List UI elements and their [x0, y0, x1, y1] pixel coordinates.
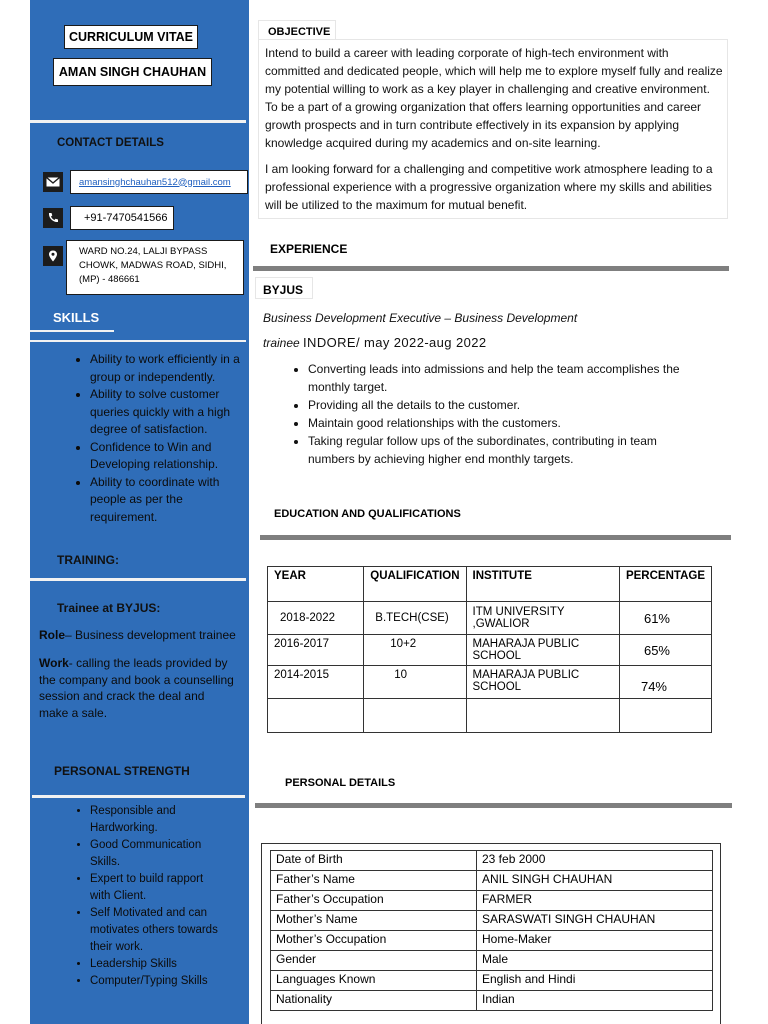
training-role: [39, 627, 239, 644]
job-position: Business Development Executive – Business Development: [263, 311, 578, 325]
address: WARD NO.24, LALJI BYPASS CHOWK, MADWAS ROAD, SIDHI, (MP) - 486661: [66, 240, 244, 295]
objective-heading: OBJECTIVE: [258, 20, 336, 40]
role-label: Role: [39, 628, 66, 642]
table-cell: Father’s Occupation: [271, 891, 477, 911]
table-cell: Home-Maker: [477, 931, 713, 951]
list-item: • Self Motivated and can motivates others towards their work.: [90, 905, 220, 956]
strengths-list: [70, 803, 220, 990]
table-cell: 2018-2022: [268, 602, 364, 635]
list-item: • Converting leads into admissions and help the team accomplishes the monthly target.: [308, 360, 693, 396]
education-heading: EDUCATION AND QUALIFICATIONS: [274, 508, 461, 520]
cv-title: CURRICULUM VITAE: [64, 25, 198, 49]
list-item: • Confidence to Win and Developing relationship.: [90, 439, 242, 474]
objective-paragraph: Intend to build a career with leading corporate of high-tech environment with committed and dedicated people, which will help me to explore myself fully and realize my potential willing to work as a key player in challenging and creative environment. To be a part of a growing organization that offers learning opportunities and career growth prospects and in turn contribute effectively in its expansion by applying knowledge acquired during my academics and on-site learning.: [265, 46, 723, 150]
table-cell: 10: [364, 666, 466, 699]
experience-bullets: [283, 360, 693, 468]
list-item: • Ability to solve customer queries quickly with a high degree of satisfaction.: [90, 386, 242, 439]
objective-paragraph: I am looking forward for a challenging and competitive work atmosphere leading to a professional experience with a progressive organization where my skills and abilities will be utilized to the maximum for mutual benefit.: [265, 162, 713, 212]
divider: [32, 795, 245, 798]
training-heading: TRAINING:: [57, 553, 119, 567]
list-item: • Maintain good relationships with the customers.: [308, 414, 693, 432]
email-link[interactable]: amansinghchauhan512@gmail.com: [70, 170, 248, 194]
list-item: • Taking regular follow ups of the subordinates, contributing in team numbers by achieving higher end monthly targets.: [308, 432, 693, 468]
table-cell: 61%: [619, 602, 711, 635]
candidate-name: AMAN SINGH CHAUHAN: [53, 58, 212, 86]
skills-heading: SKILLS: [53, 310, 100, 325]
table-cell: English and Hindi: [477, 971, 713, 991]
work-label: Work: [39, 656, 69, 670]
phone-number: +91-7470541566: [70, 206, 174, 230]
work-text: - calling the leads provided by the company and book a counselling session and crack the deal and make a sale.: [39, 656, 234, 720]
objective-box: [258, 39, 728, 219]
table-cell: 2016-2017: [268, 635, 364, 666]
table-cell: Nationality: [271, 991, 477, 1011]
experience-heading: EXPERIENCE: [270, 242, 348, 256]
location-dates: INDORE/ may 2022-aug 2022: [303, 335, 487, 350]
table-cell: MAHARAJA PUBLIC SCHOOL: [466, 635, 619, 666]
skills-list: [70, 351, 242, 526]
table-cell: Mother’s Name: [271, 911, 477, 931]
table-row: [268, 666, 712, 699]
table-row: [271, 871, 713, 891]
table-cell: Indian: [477, 991, 713, 1011]
mail-icon: [43, 172, 63, 192]
list-item: • Computer/Typing Skills: [90, 973, 220, 990]
table-cell: ANIL SINGH CHAUHAN: [477, 871, 713, 891]
table-cell: 2014-2015: [268, 666, 364, 699]
table-cell: Date of Birth: [271, 851, 477, 871]
education-table: [267, 566, 712, 733]
table-row: [271, 851, 713, 871]
table-row: [271, 911, 713, 931]
training-work: [39, 655, 237, 721]
table-cell: [619, 699, 711, 733]
table-row: [271, 891, 713, 911]
divider: [30, 578, 246, 581]
job-meta: [263, 335, 486, 350]
table-cell: B.TECH(CSE): [364, 602, 466, 635]
table-cell: Male: [477, 951, 713, 971]
trainee-title: Trainee at BYJUS:: [57, 601, 161, 615]
table-cell: FARMER: [477, 891, 713, 911]
table-cell: MAHARAJA PUBLIC SCHOOL: [466, 666, 619, 699]
divider: [260, 535, 731, 540]
trainee-word: trainee: [263, 336, 300, 350]
table-cell: Mother’s Occupation: [271, 931, 477, 951]
column-header: YEAR: [268, 567, 364, 602]
strength-heading: PERSONAL STRENGTH: [54, 764, 190, 778]
column-header: PERCENTAGE: [619, 567, 711, 602]
list-item: • Ability to work efficiently in a group or independently.: [90, 351, 242, 386]
list-item: • Ability to coordinate with people as per the requirement.: [90, 474, 242, 527]
table-cell: Father’s Name: [271, 871, 477, 891]
table-cell: [466, 699, 619, 733]
list-item: • Good Communication Skills.: [90, 837, 220, 871]
table-row: [271, 991, 713, 1011]
list-item: • Leadership Skills: [90, 956, 220, 973]
divider: [30, 330, 114, 332]
location-pin-icon: [43, 246, 63, 266]
list-item: • Responsible and Hardworking.: [90, 803, 220, 837]
divider: [255, 803, 732, 808]
table-cell: 23 feb 2000: [477, 851, 713, 871]
table-cell: [268, 699, 364, 733]
personal-heading: PERSONAL DETAILS: [285, 777, 396, 789]
table-row: [268, 635, 712, 666]
table-row: [271, 931, 713, 951]
table-cell: Languages Known: [271, 971, 477, 991]
table-row: [268, 602, 712, 635]
column-header: QUALIFICATION: [364, 567, 466, 602]
table-cell: 10+2: [364, 635, 466, 666]
table-cell: SARASWATI SINGH CHAUHAN: [477, 911, 713, 931]
company-name: BYJUS: [255, 277, 313, 299]
contact-heading: CONTACT DETAILS: [57, 137, 164, 149]
table-row: [268, 699, 712, 733]
column-header: INSTITUTE: [466, 567, 619, 602]
table-cell: 65%: [619, 635, 711, 666]
divider: [30, 340, 246, 342]
list-item: • Expert to build rapport with Client.: [90, 871, 220, 905]
list-item: • Providing all the details to the customer.: [308, 396, 693, 414]
table-cell: ITM UNIVERSITY ,GWALIOR: [466, 602, 619, 635]
personal-details-table: [270, 850, 713, 1011]
table-cell: [364, 699, 466, 733]
divider: [253, 266, 729, 271]
table-row: [271, 951, 713, 971]
table-cell: 74%: [619, 666, 711, 699]
table-row: [271, 971, 713, 991]
divider: [30, 120, 246, 123]
table-cell: Gender: [271, 951, 477, 971]
role-text: – Business development trainee: [65, 628, 236, 642]
phone-icon: [43, 208, 63, 228]
table-header-row: [268, 567, 712, 602]
